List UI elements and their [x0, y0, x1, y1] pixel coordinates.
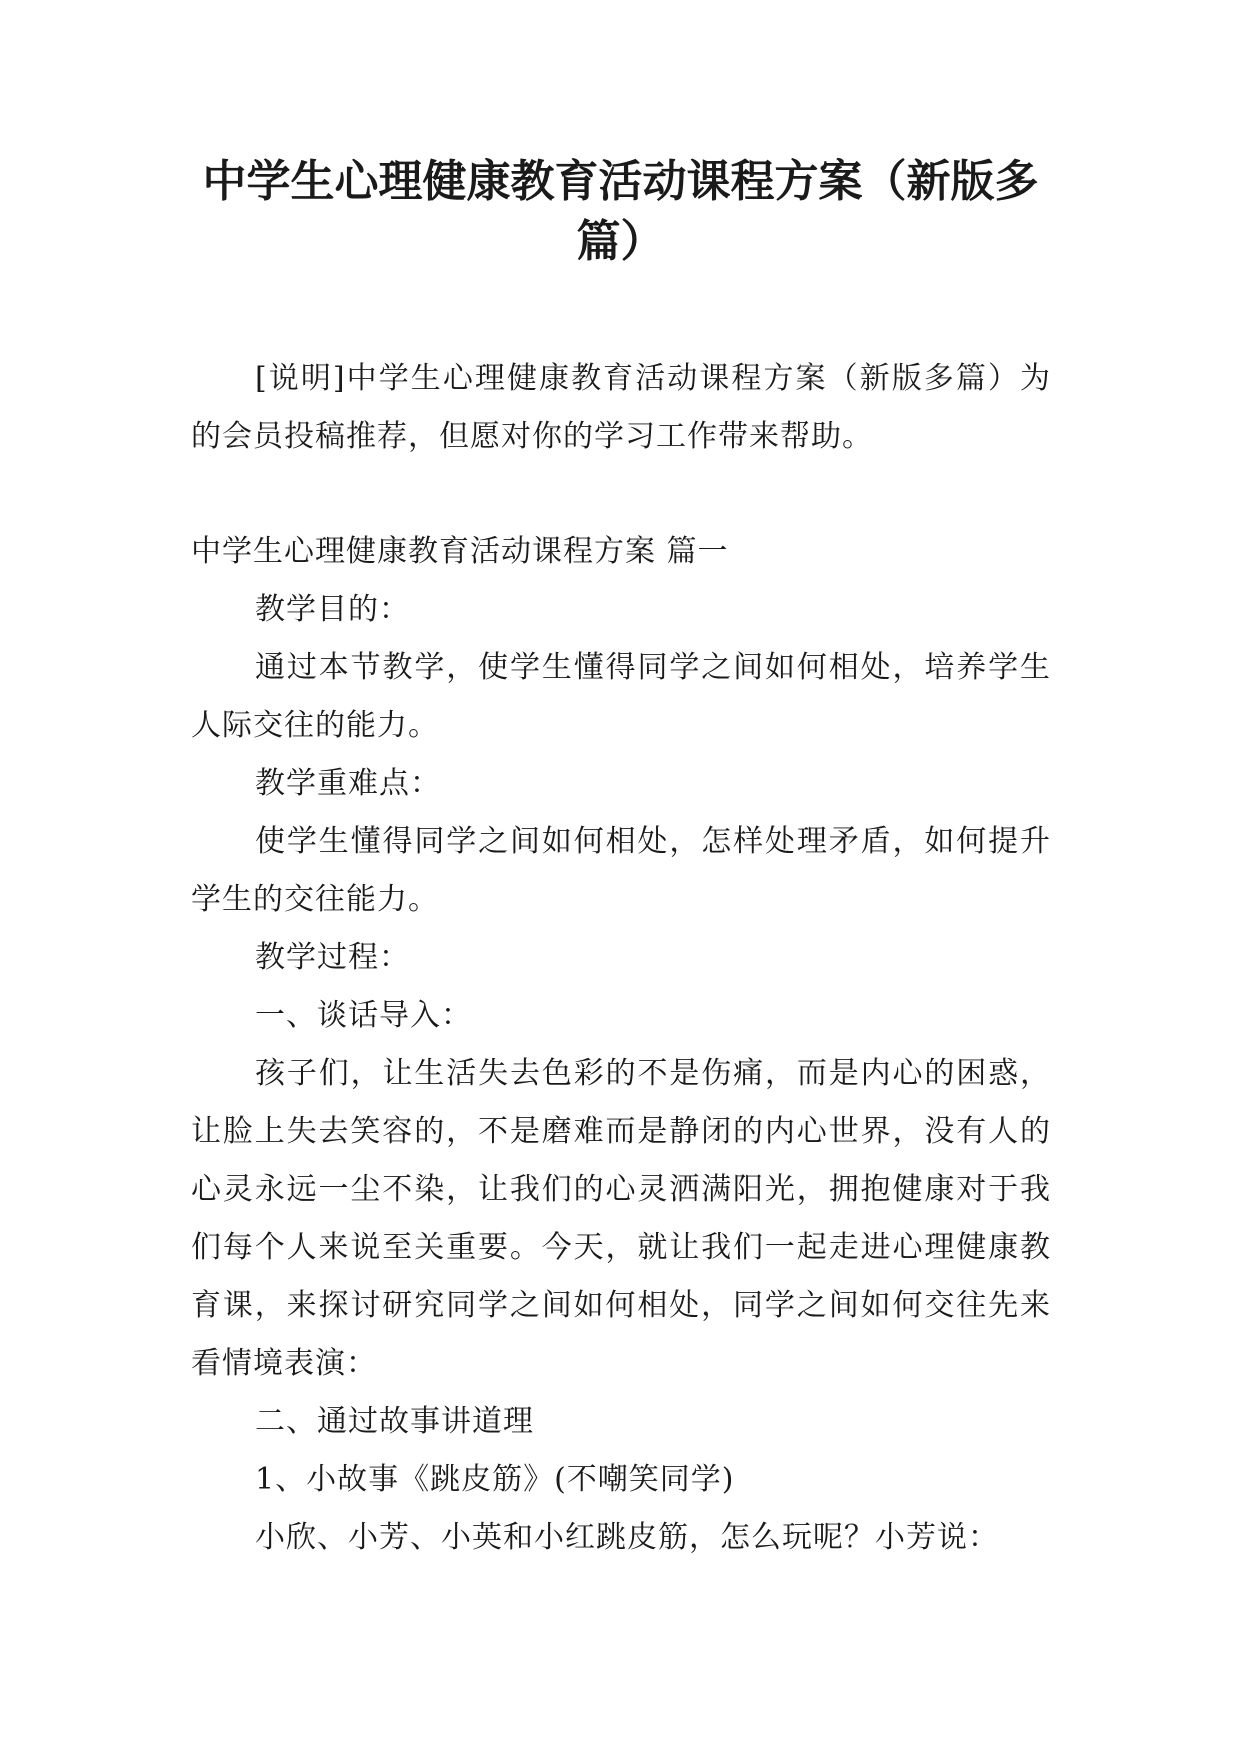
paragraph: 通过本节教学，使学生懂得同学之间如何相处，培养学生人际交往的能力。 [191, 650, 1051, 743]
paragraph: 教学目的： [255, 592, 410, 627]
paragraph: 教学过程： [255, 940, 410, 975]
title-line-2: 篇） [576, 216, 665, 267]
note-paragraph: [说明]中学生心理健康教育活动课程方案（新版多篇）为的会员投稿推荐，但愿对你的学习工作带来帮助。 [191, 361, 1051, 454]
paragraph: 1、小故事《跳皮筋》(不嘲笑同学) [255, 1462, 735, 1497]
note-block [191, 350, 1051, 466]
paragraph: 小欣、小芳、小英和小红跳皮筋，怎么玩呢？小芳说： [255, 1520, 999, 1555]
content-block [191, 523, 1051, 1567]
document-title [150, 152, 1091, 272]
paragraph: 孩子们，让生活失去色彩的不是伤痛，而是内心的困惑，让脸上失去笑容的，不是磨难而是静闭的内心世界，没有人的心灵永远一尘不染，让我们的心灵洒满阳光，拥抱健康对于我们每个人来说至关重要。今天，就让我们一起走进心理健康教育课，来探讨研究同学之间如何相处，同学之间如何交往先来看情境表演： [191, 1056, 1051, 1381]
title-line-1: 中学生心理健康教育活动课程方案（新版多 [202, 156, 1039, 207]
paragraph: 二、通过故事讲道理 [255, 1404, 534, 1439]
paragraph: 一、谈话导入： [255, 998, 472, 1033]
paragraph: 使学生懂得同学之间如何相处，怎样处理矛盾，如何提升学生的交往能力。 [191, 824, 1051, 917]
section-heading: 中学生心理健康教育活动课程方案 篇一 [191, 534, 729, 569]
paragraph: 教学重难点： [255, 766, 441, 801]
